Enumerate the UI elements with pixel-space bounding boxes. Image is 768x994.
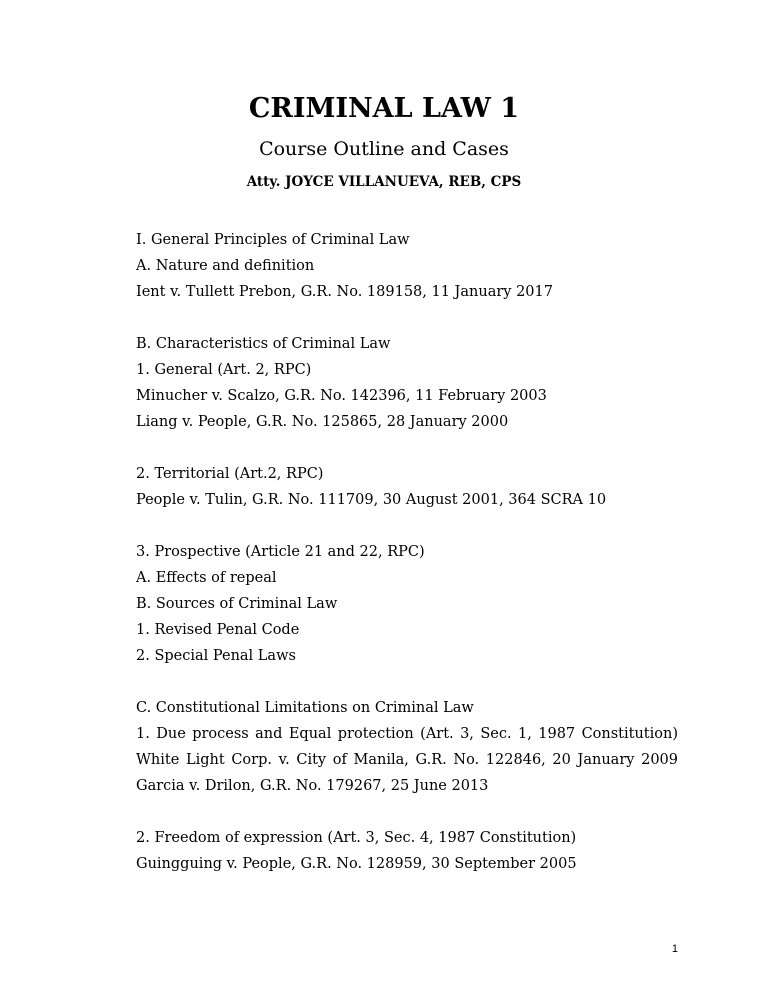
outline-item: 2. Special Penal Laws [136,648,296,664]
outline-heading: C. Constitutional Limitations on Criminal Law [136,700,474,716]
case-citation: White Light Corp. v. City of Manila, G.R. No. 122846, 20 January 2009 [136,752,678,768]
outline-item: 2. Freedom of expression (Art. 3, Sec. 4, 1987 Constitution) [136,830,577,846]
outline-body [136,227,678,877]
outline-item: 1. Due process and Equal protection (Art. 3, Sec. 1, 1987 Constitution) [136,726,678,742]
spacer [136,435,678,461]
document-author: Atty. JOYCE VILLANUEVA, REB, CPS [246,174,522,190]
outline-item: 1. General (Art. 2, RPC) [136,362,312,378]
page-number: 1 [671,943,678,955]
outline-item: 2. Territorial (Art.2, RPC) [136,466,324,482]
outline-item: A. Nature and definition [136,258,315,274]
outline-item: 3. Prospective (Article 21 and 22, RPC) [136,544,425,560]
outline-item: 1. Revised Penal Code [136,622,300,638]
case-citation: Ient v. Tullett Prebon, G.R. No. 189158, 11 January 2017 [136,284,553,300]
outline-heading: B. Sources of Criminal Law [136,596,338,612]
case-citation: People v. Tulin, G.R. No. 111709, 30 August 2001, 364 SCRA 10 [136,492,607,508]
spacer [136,799,678,825]
case-citation: Liang v. People, G.R. No. 125865, 28 January 2000 [136,414,509,430]
document-subtitle: Course Outline and Cases [259,138,509,160]
case-citation: Guingguing v. People, G.R. No. 128959, 30 September 2005 [136,856,577,872]
outline-heading: I. General Principles of Criminal Law [136,232,410,248]
case-citation: Minucher v. Scalzo, G.R. No. 142396, 11 February 2003 [136,388,547,404]
document-title: CRIMINAL LAW 1 [248,93,520,124]
spacer [136,513,678,539]
outline-item: A. Effects of repeal [136,570,277,586]
outline-heading: B. Characteristics of Criminal Law [136,336,391,352]
case-citation: Garcia v. Drilon, G.R. No. 179267, 25 June 2013 [136,778,489,794]
spacer [136,305,678,331]
spacer [136,669,678,695]
